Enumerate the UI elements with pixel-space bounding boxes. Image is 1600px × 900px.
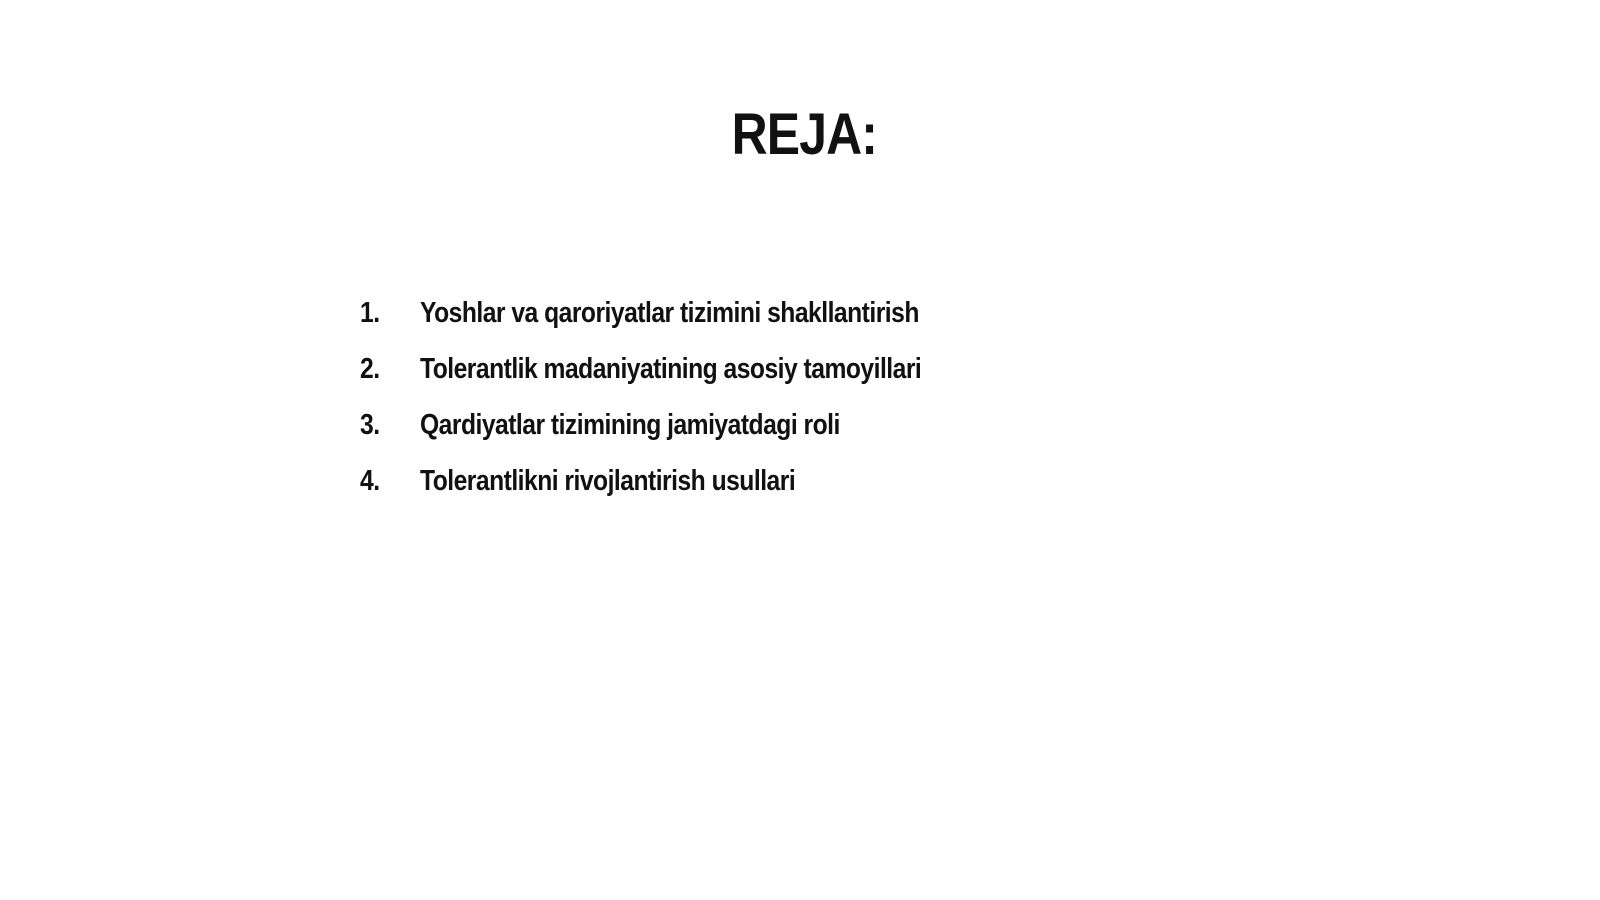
agenda-item-number: 4. [360,465,380,497]
agenda-item-4 [360,453,1010,509]
agenda-item-number: 1. [360,297,380,329]
agenda-item-1 [360,285,1010,341]
agenda-item-text: Tolerantlikni rivojlantirish usullari [420,465,796,497]
agenda-item-number: 2. [360,353,380,385]
slide-title: REJA: [731,102,877,167]
agenda-item-3 [360,397,1010,453]
agenda-item-text: Yoshlar va qaroriyatlar tizimini shakllantirish [420,297,919,329]
agenda-item-text: Qardiyatlar tizimining jamiyatdagi roli [420,409,840,441]
agenda-item-2 [360,341,1010,397]
agenda-item-number: 3. [360,409,380,441]
agenda-list [360,285,1010,509]
agenda-item-text: Tolerantlik madaniyatining asosiy tamoyillari [420,353,922,385]
